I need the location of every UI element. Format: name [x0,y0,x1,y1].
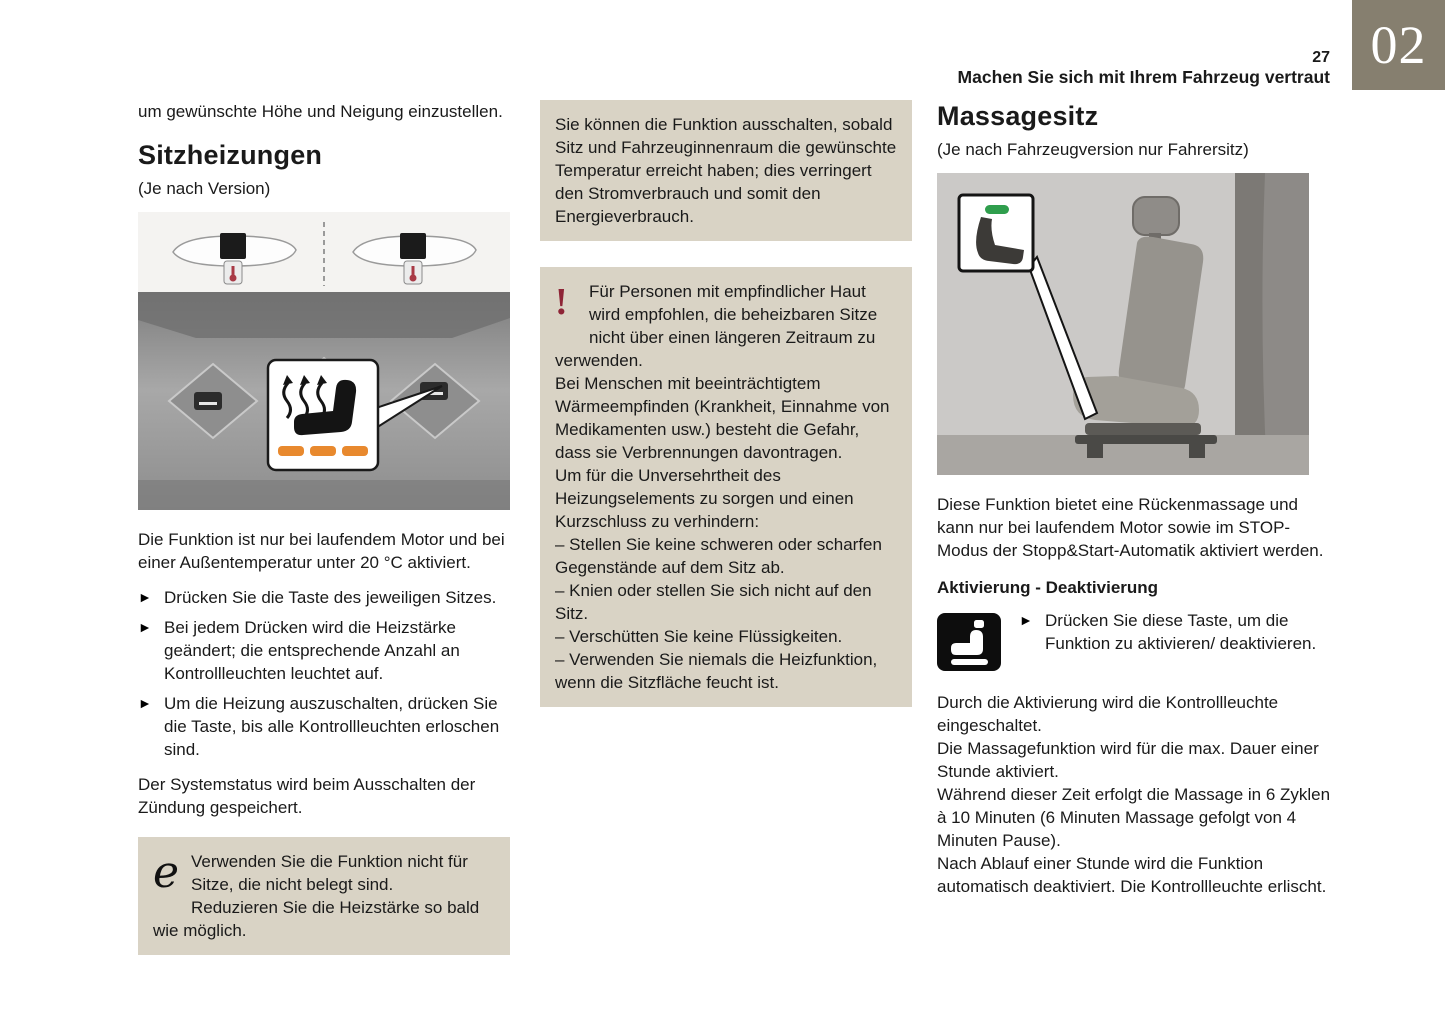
info-icon: e [153,847,180,898]
subsection-heading-aktivierung: Aktivierung - Deaktivierung [937,578,1159,597]
chapter-tab [1352,0,1445,90]
page-header-title: Machen Sie sich mit Ihrem Fahrzeug vertraut [957,67,1330,87]
version-note: (Je nach Version) [138,179,271,198]
warning-icon: ! [555,281,568,323]
massage-button-icon [937,613,1001,677]
page-number: 27 [1312,49,1330,66]
note-box [540,100,912,241]
paragraph: Die Funktion ist nur bei laufendem Motor und bei einer Außentemperatur unter 20 °C aktiviert. [138,530,505,572]
warning-item: – Verwenden Sie niemals die Heizfunktion, wenn die Sitzfläche feucht ist. [555,650,878,692]
warning-item: – Stellen Sie keine schweren oder scharfen Gegenstände auf dem Sitz ab. [555,535,882,577]
activation-details [937,691,1332,898]
massage-button-callout-icon [959,195,1033,271]
bullet-text: Drücken Sie diese Taste, um die Funktion zu aktivieren/ deaktivieren. [1045,611,1317,653]
bullet-item [138,616,510,685]
intro-paragraph: um gewünschte Höhe und Neigung einzustellen. [138,102,503,121]
chapter-number: 02 [1370,14,1427,75]
version-note: (Je nach Fahrzeugversion nur Fahrersitz) [937,140,1249,159]
warning-paragraph: Bei Menschen mit beeinträchtigtem Wärmeempfinden (Krankheit, Einnahme von Medikamenten usw.) besteht die Gefahr, dass sie Verbrennungen davontragen. [555,374,890,462]
heated-seat-button-icon [268,360,378,470]
paragraph: Der Systemstatus wird beim Ausschalten der Zündung gespeichert. [138,775,476,817]
massage-seat-illustration [937,173,1332,481]
arrow-bullet-icon: ► [1019,612,1033,628]
bullet-list [138,586,510,761]
bullet-text: Um die Heizung auszuschalten, drücken Sie die Taste, bis alle Kontrollleuchten erloschen sind. [164,694,500,759]
bullet-item [138,692,510,761]
bullet-text: Drücken Sie die Taste des jeweiligen Sitzes. [164,588,497,607]
paragraph: Während dieser Zeit erfolgt die Massage in 6 Zyklen à 10 Minuten (6 Minuten Massage gefolgt von 4 Minuten Pause). [937,785,1331,850]
arrow-bullet-icon: ► [138,589,152,605]
warning-item-list [555,533,897,694]
section-heading-massagesitz: Massagesitz [937,101,1099,131]
heat-level-indicators [278,446,368,456]
info-text-line: Verwenden Sie die Funktion nicht für Sitze, die nicht belegt sind. [191,852,468,894]
info-box [138,837,510,955]
note-text: Sie können die Funktion ausschalten, sobald Sitz und Fahrzeuginnenraum die gewünschte Temperatur erreicht haben; dies verringert den Stromverbrauch und somit den Energieverbrauch. [555,115,897,226]
seat-heating-illustration [138,212,510,516]
arrow-bullet-icon: ► [138,695,152,711]
warning-paragraph: Für Personen mit empfindlicher Haut wird empfohlen, die beheizbaren Sitze nicht über einen längeren Zeitraum zu verwenden. [555,282,878,370]
arrow-bullet-icon: ► [138,619,152,635]
section-heading-sitzheizungen: Sitzheizungen [138,140,323,170]
paragraph: Durch die Aktivierung wird die Kontrollleuchte eingeschaltet. [937,693,1279,735]
paragraph: Nach Ablauf einer Stunde wird die Funktion automatisch deaktiviert. Die Kontrollleuchte erlischt. [937,854,1327,896]
column-left [138,100,510,955]
info-text-line: Reduzieren Sie die Heizstärke so bald wie möglich. [153,898,480,940]
warning-item: – Verschütten Sie keine Flüssigkeiten. [555,627,843,646]
warning-item: – Knien oder stellen Sie sich nicht auf den Sitz. [555,581,872,623]
bullet-text: Bei jedem Drücken wird die Heizstärke geändert; die entsprechende Anzahl an Kontrollleuchten leuchtet auf. [164,618,460,683]
warning-paragraph: Um für die Unversehrtheit des Heizungselements zu sorgen und einen Kurzschluss zu verhindern: [555,466,854,531]
bullet-item [138,586,510,609]
column-right [937,100,1332,898]
warning-box [540,267,912,707]
paragraph: Die Massagefunktion wird für die max. Dauer einer Stunde aktiviert. [937,739,1319,781]
bullet-item [1019,609,1332,677]
column-middle [540,100,912,707]
paragraph: Diese Funktion bietet eine Rückenmassage und kann nur bei laufendem Motor sowie im STOP-Modus der Stopp&Start-Automatik aktiviert werden. [937,495,1324,560]
activation-row [937,609,1332,677]
